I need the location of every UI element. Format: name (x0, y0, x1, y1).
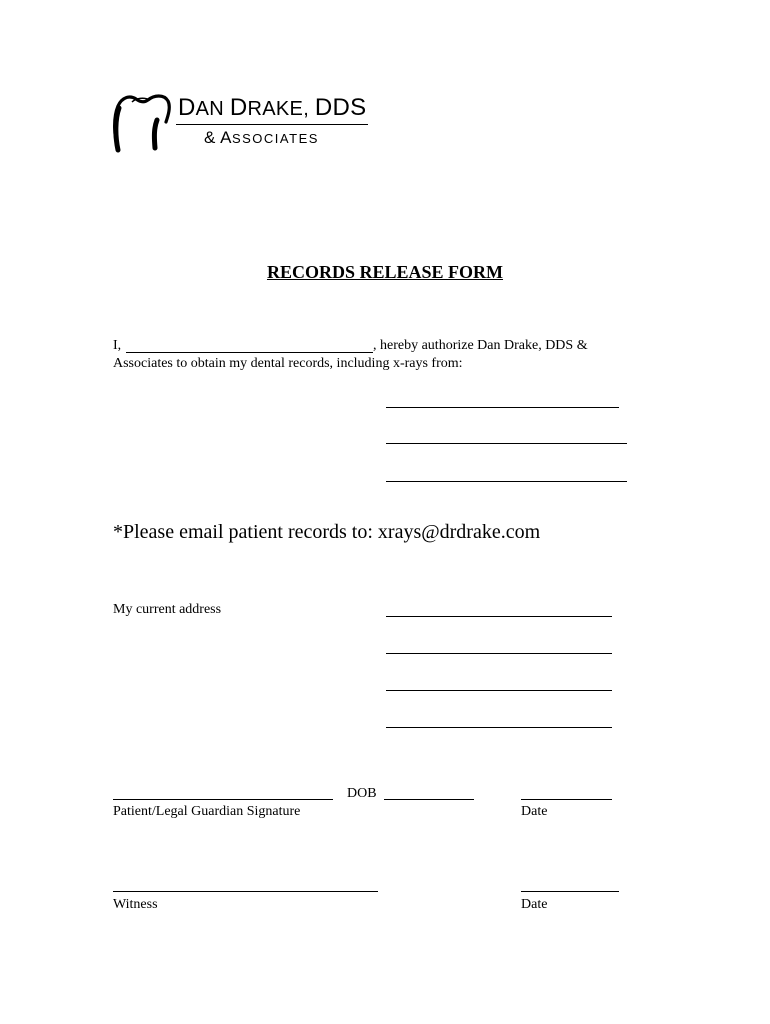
address-label: My current address (113, 602, 222, 617)
authorization-prefix: I, (113, 338, 122, 353)
address-line-3[interactable] (386, 690, 612, 691)
witness-label: Witness (113, 897, 158, 912)
form-title: RECORDS RELEASE FORM (266, 262, 504, 282)
logo-name-part: DDS (314, 94, 367, 121)
logo-name-part: D (178, 94, 196, 121)
signature-label: Patient/Legal Guardian Signature (113, 804, 301, 819)
previous-dentist-line-3[interactable] (386, 481, 627, 482)
email-note: *Please email patient records to: xrays@drdrake.com (113, 521, 541, 543)
address-line-1[interactable] (386, 616, 612, 617)
tooth-logo-icon (110, 88, 172, 154)
logo-sub-part: & (204, 128, 221, 147)
signature-line[interactable] (113, 799, 333, 800)
patient-name-line[interactable] (126, 352, 373, 353)
authorization-line2: Associates to obtain my dental records, including x-rays from: (113, 356, 463, 371)
authorization-suffix: , hereby authorize Dan Drake, DDS & (373, 338, 588, 353)
logo-practice-name (178, 94, 367, 122)
signature-date-label: Date (521, 804, 548, 819)
witness-date-line[interactable] (521, 891, 619, 892)
logo-name-part: AN (195, 98, 230, 120)
logo-name-part: RAKE, (247, 98, 315, 120)
previous-dentist-line-2[interactable] (386, 443, 627, 444)
logo-sub-part: SSOCIATES (231, 131, 319, 146)
previous-dentist-line-1[interactable] (386, 407, 619, 408)
dob-line[interactable] (384, 799, 474, 800)
address-line-2[interactable] (386, 653, 612, 654)
witness-date-label: Date (521, 897, 548, 912)
dob-label: DOB (347, 786, 377, 801)
address-line-4[interactable] (386, 727, 612, 728)
practice-logo (110, 88, 380, 158)
logo-name-part: D (229, 94, 248, 121)
logo-sub-part: A (220, 128, 232, 147)
logo-associates (204, 128, 319, 148)
logo-rule (176, 124, 368, 125)
witness-line[interactable] (113, 891, 378, 892)
signature-date-line[interactable] (521, 799, 612, 800)
